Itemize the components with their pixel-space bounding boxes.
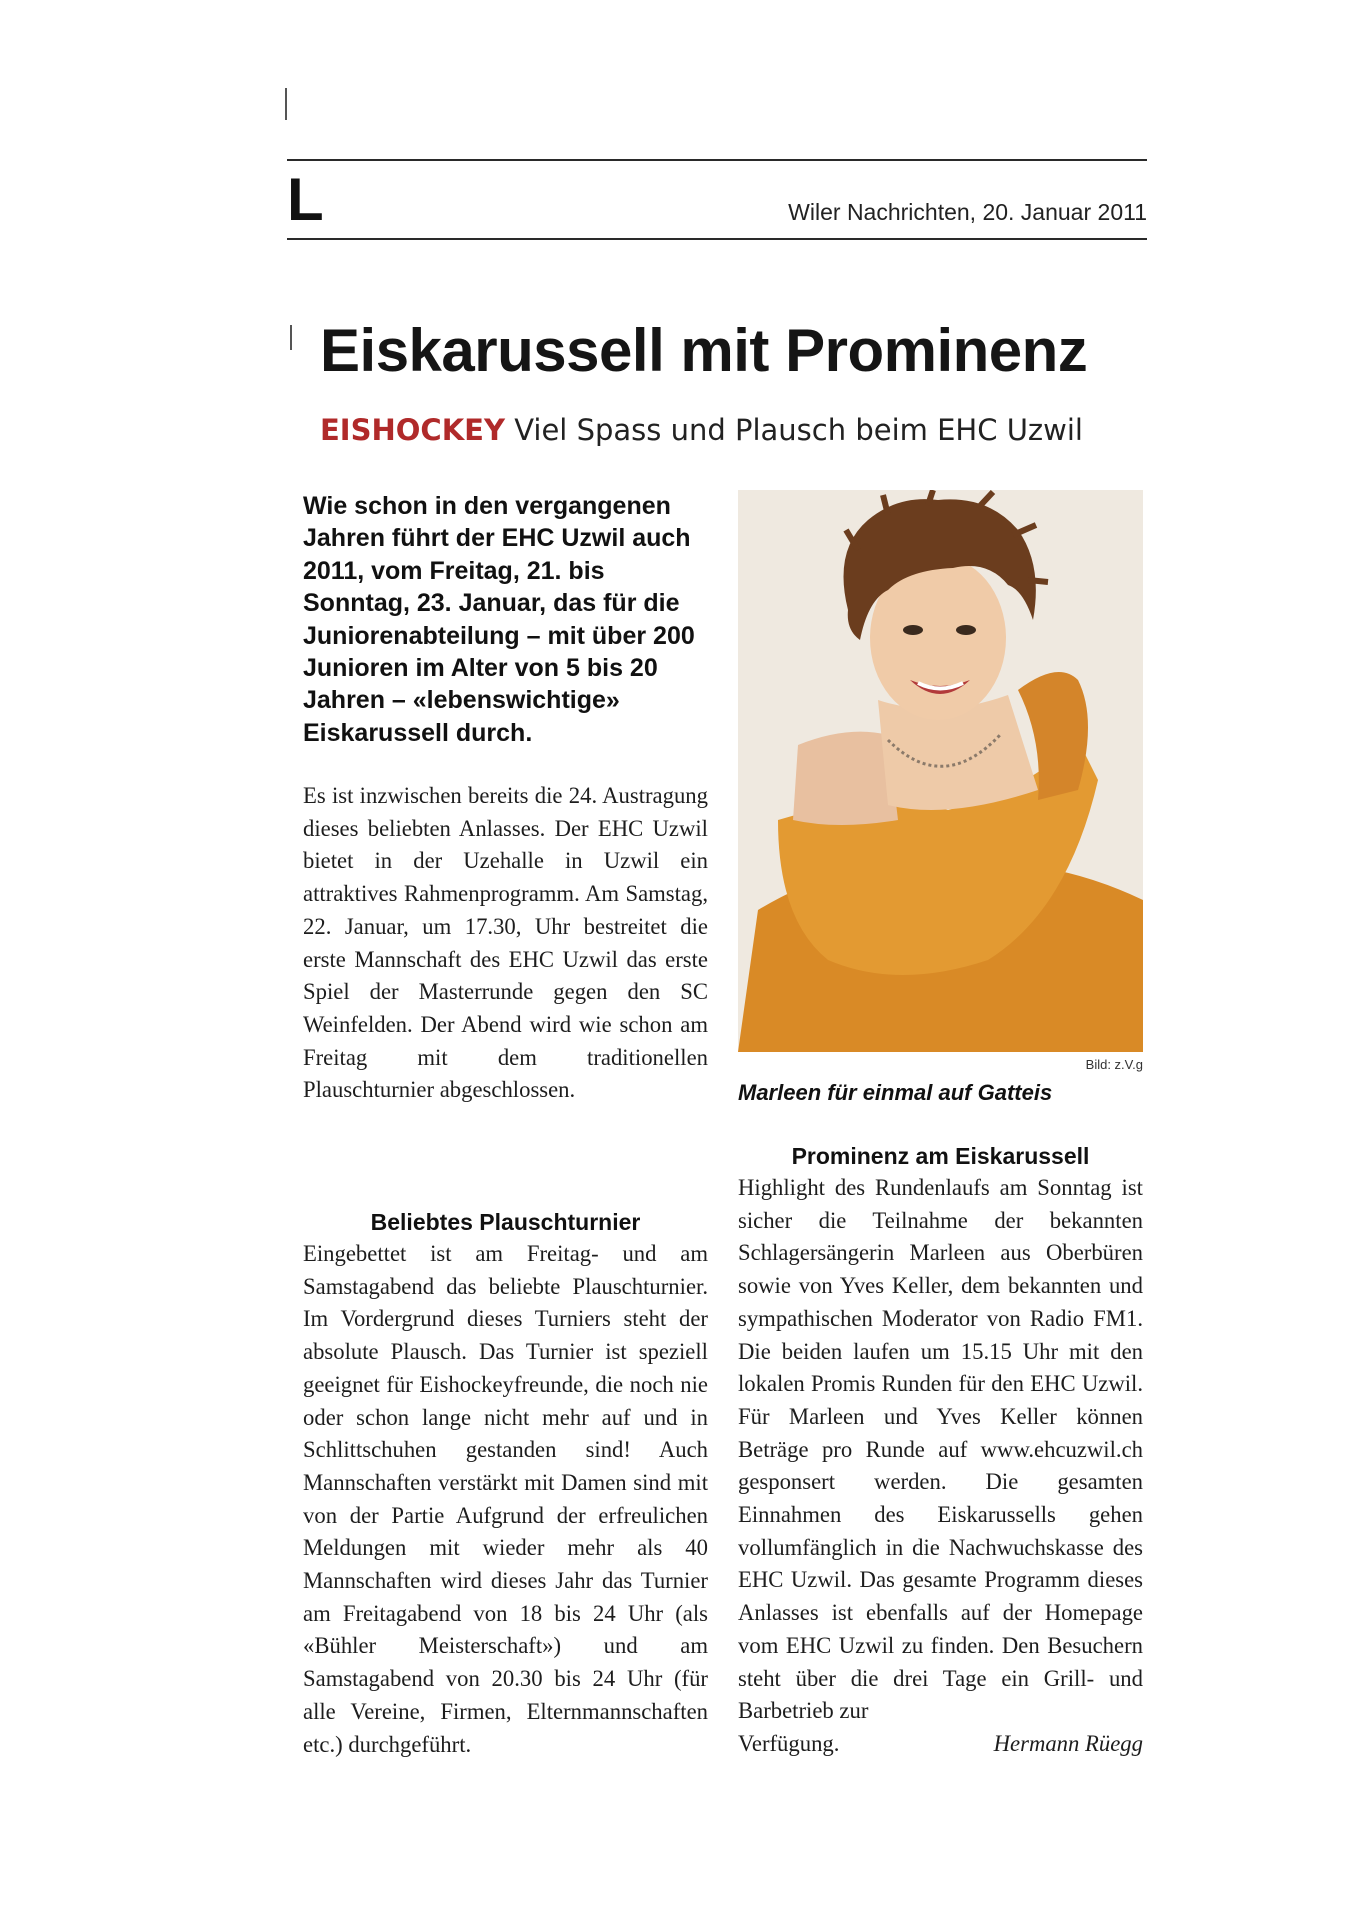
left-eye	[903, 625, 923, 635]
paragraph-3-end: Verfügung.	[738, 1730, 840, 1756]
body-paragraph-3	[738, 1172, 1143, 1761]
margin-mark	[290, 325, 292, 350]
masthead-rule-top	[287, 159, 1147, 161]
section-kicker: EISHOCKEY	[320, 413, 505, 447]
paragraph-3-text: Highlight des Rundenlaufs am Sonntag ist sicher die Teilnahme der bekannten Schlagersängerin Marleen aus Oberbüren sowie von Yves Keller, dem bekannten und sympathischen Moderator von Radio FM1. Die beiden laufen um 15.15 Uhr mit den lokalen Promis Runden für den EHC Uzwil. Für Marleen und Yves Keller können Beträge pro Runde auf www.ehcuzwil.ch gesponsert werden. Die gesamten Einnahmen des Eiskarussells gehen vollumfänglich in die Nachwuchskasse des EHC Uzwil. Das gesamte Programm dieses Anlasses ist ebenfalls auf der Homepage vom EHC Uzwil zu finden. Den Besuchern steht über die drei Tage ein Grill- und Barbetrieb zur	[738, 1175, 1143, 1724]
article-subhead	[320, 412, 1083, 448]
article-headline: Eiskarussell mit Prominenz	[320, 317, 1088, 384]
author-byline: Hermann Rüegg	[993, 1730, 1143, 1756]
paragraph-3-last-line	[738, 1728, 1143, 1761]
body-paragraph-2: Eingebettet ist am Freitag- und am Samstagabend das beliebte Plauschturnier. Im Vordergrund dieses Turniers steht der absolute Plausch. Das Turnier ist speziell geeignet für Eishockeyfreunde, die noch nie oder schon lange nicht mehr auf und in Schlittschuhen gestanden sind! Auch Mannschaften verstärkt mit Damen sind mit von der Partie Aufgrund der erfreulichen Meldungen mit wieder mehr als 40 Mannschaften wird dieses Jahr das Turnier am Freitagabend von 18 bis 24 Uhr (als «Bühler Meisterschaft») und am Samstagabend von 20.30 bis 24 Uhr (für alle Vereine, Firmen, Elternmannschaften etc.) durchgeführt.	[303, 1241, 708, 1757]
photo-caption: Marleen für einmal auf Gatteis	[738, 1080, 1053, 1105]
right-eye	[956, 625, 976, 635]
subhead-text: Viel Spass und Plausch beim EHC Uzwil	[514, 413, 1083, 447]
margin-mark	[285, 88, 287, 120]
publication-date: Wiler Nachrichten, 20. Januar 2011	[788, 199, 1147, 225]
subheading-plauschturnier: Beliebtes Plauschturnier	[370, 1209, 641, 1235]
section-letter: L	[287, 166, 324, 233]
article-lead: Wie schon in den vergangenen Jahren führt der EHC Uzwil auch 2011, vom Freitag, 21. bis Sonntag, 23. Januar, das für die Juniorenabteilung – mit über 200 Junioren im Alter von 5 bis 20 Jahren – «lebenswichtige» Eiskarussell durch.	[303, 492, 695, 747]
masthead-rule-bottom	[287, 238, 1147, 240]
subheading-prominenz: Prominenz am Eiskarussell	[791, 1143, 1090, 1169]
singer-portrait-image	[738, 490, 1143, 1052]
photo-credit: Bild: z.V.g	[1085, 1057, 1143, 1072]
article-photo	[738, 490, 1143, 1052]
shoulder	[793, 732, 898, 825]
body-paragraph-1: Es ist inzwischen bereits die 24. Austragung dieses beliebten Anlasses. Der EHC Uzwil bietet in der Uzehalle in Uzwil ein attraktives Rahmenprogramm. Am Samstag, 22. Januar, um 17.30, Uhr bestreitet die erste Mannschaft des EHC Uzwil das erste Spiel der Masterrunde gegen den SC Weinfelden. Der Abend wird wie schon am Freitag mit dem traditionellen Plauschturnier abgeschlossen.	[303, 783, 708, 1103]
